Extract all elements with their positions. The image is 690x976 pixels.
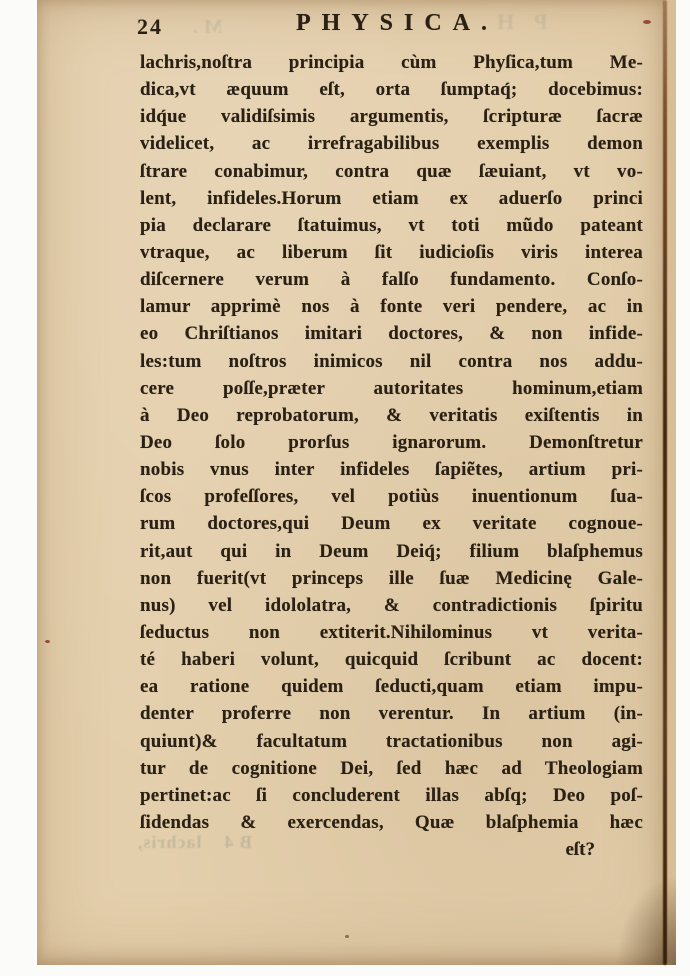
ink-speck bbox=[345, 935, 349, 938]
text-line: tur de cognitione Dei, ſed hæc ad Theologiam bbox=[140, 757, 643, 779]
text-line: vtraque, ac liberum ſit iudicioſis viris interea bbox=[140, 241, 643, 263]
text-line: ſeductus non extiterit.Nihilominus vt verita- bbox=[140, 621, 643, 643]
ink-speck bbox=[643, 20, 651, 24]
text-line: ſcos profeſſores, vel potiùs inuentionum ſua- bbox=[140, 486, 643, 508]
text-line: pia declarare ſtatuimus, vt toti mũdo pateant bbox=[140, 214, 643, 236]
text-line: quiunt)& facultatum tractationibus non agi- bbox=[140, 730, 643, 752]
page-number: 24 bbox=[137, 14, 163, 39]
body-text-block bbox=[140, 49, 643, 836]
bleed-through-header-left: M. bbox=[187, 16, 223, 38]
text-line: idq́ue validiſsimis argumentis, ſcripturæ ſacræ bbox=[140, 106, 643, 128]
book-page bbox=[37, 0, 676, 965]
text-line: lent, infideles.Horum etiam ex aduerſo princi bbox=[140, 187, 643, 209]
text-line: dica,vt æquum eſt, orta ſumptaq́; docebimus: bbox=[140, 79, 643, 101]
page-edge-line bbox=[663, 0, 668, 965]
text-line: les:tum noſtros inimicos nil contra nos addu- bbox=[140, 350, 643, 372]
text-line: denter proferre non verentur. In artium (in- bbox=[140, 703, 643, 725]
bleed-through-catchword: B 4 lachris, bbox=[137, 832, 253, 852]
text-line: cere poſſe,præter autoritates hominum,etiam bbox=[140, 377, 643, 399]
text-line: videlicet, ac irrefragabilibus exemplis demon bbox=[140, 133, 643, 155]
text-line-final: eſt? bbox=[565, 839, 595, 860]
text-line: ſtrare conabimur, contra quæ ſæuiant, vt vo- bbox=[140, 160, 643, 182]
ink-speck bbox=[45, 640, 50, 643]
bleed-through-header-right: PH bbox=[477, 9, 548, 34]
text-line: ſidendas & exercendas, Quæ blaſphemia hæc bbox=[140, 811, 643, 833]
text-line: lamur apprimè nos à fonte veri pendere, ac in bbox=[140, 296, 643, 318]
text-line: pertinet:ac ſi concluderent illas abſq; Deo poſ- bbox=[140, 784, 643, 806]
text-line: non fuerit(vt princeps ille ſuæ Medicinę Gale- bbox=[140, 567, 643, 589]
text-line: Deo ſolo prorſus ignarorum. Demonſtretur bbox=[140, 431, 643, 453]
text-line: diſcernere verum à falſo fundamento. Conſo- bbox=[140, 269, 643, 291]
text-line: à Deo reprobatorum, & veritatis exiſtentis in bbox=[140, 404, 643, 426]
running-title: PHYSICA. bbox=[295, 10, 498, 36]
text-line: nobis vnus inter infideles ſapiẽtes, artium pri- bbox=[140, 459, 643, 481]
text-line: rit,aut qui in Deum Deiq́; filium blaſphemus bbox=[140, 540, 643, 562]
text-line: té haberi volunt, quicquid ſcribunt ac docent: bbox=[140, 649, 643, 671]
text-line: eo Chriſtianos imitari doctores, & non infide- bbox=[140, 323, 643, 345]
page-corner-shadow bbox=[616, 875, 676, 965]
text-line: lachris,noſtra principia cùm Phyſica,tum Me- bbox=[140, 52, 643, 73]
text-line: nus) vel idololatra, & contradictionis ſpiritu bbox=[140, 594, 643, 616]
text-line: ea ratione quidem ſeducti,quam etiam impu- bbox=[140, 676, 643, 698]
text-line: rum doctores,qui Deum ex veritate cognoue- bbox=[140, 513, 643, 535]
